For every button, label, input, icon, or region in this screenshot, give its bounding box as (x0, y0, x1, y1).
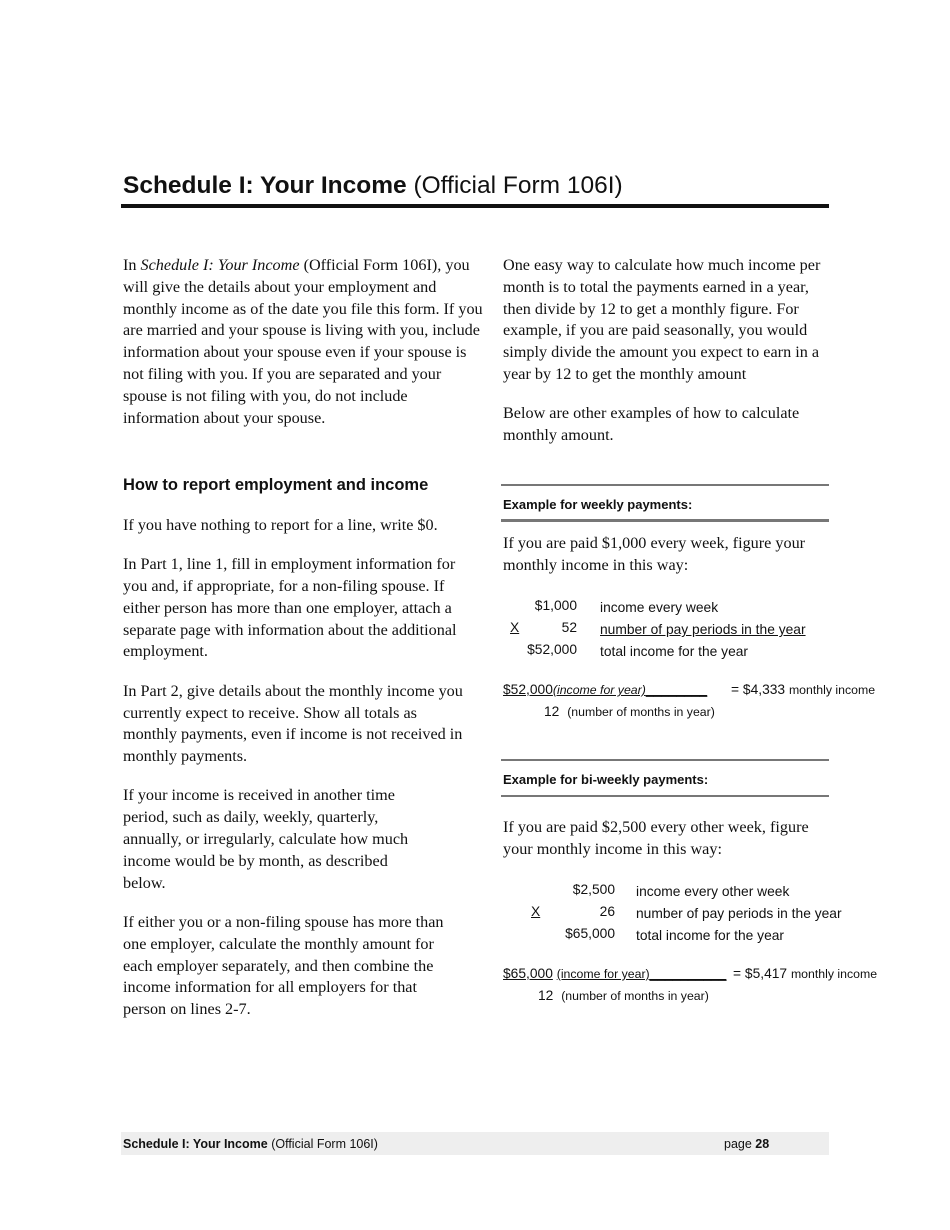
footer-form-number: (Official Form 106I) (271, 1137, 378, 1151)
biweekly-result-label: monthly income (790, 967, 878, 981)
instruction-p4: If your income is received in another time period, such as daily, weekly, quarterly, annually, or irregularly, calculate how much income would be by month, as described below. (123, 786, 409, 892)
biweekly-denominator (538, 988, 709, 1003)
title-rule (121, 204, 829, 208)
biweekly-result (733, 966, 877, 981)
biweekly-heading: Example for bi-weekly payments: (503, 772, 709, 787)
weekly-r2-label: number of pay periods in the year (600, 622, 806, 637)
footer-title (123, 1137, 378, 1151)
intro-paragraph (123, 255, 485, 447)
biweekly-r1-value: $2,500 (572, 882, 615, 897)
weekly-result-label: monthly income (788, 683, 876, 697)
section-heading: How to report employment and income (123, 476, 429, 494)
intro-comma: , (437, 256, 442, 274)
instruction-p5: If either you or a non-filing spouse has more than one employer, calculate the monthly amount for each employer separately, and then combine the income information for all employers for that person on lines 2-7. (123, 912, 444, 1019)
weekly-den-label: (number of months in year) (567, 705, 715, 719)
weekly-num-fill: ________ (645, 682, 708, 697)
weekly-r3-value: $52,000 (527, 642, 577, 657)
title-form-number: (Official Form 106I) (413, 172, 623, 199)
right-p2: Below are other examples of how to calculate monthly amount. (503, 404, 800, 445)
weekly-result (731, 682, 875, 697)
weekly-r2-line (510, 620, 577, 635)
biweekly-top-rule (501, 759, 829, 761)
intro-italic: Schedule I: Your Income (140, 256, 300, 274)
biweekly-r2-label: number of pay periods in the year (636, 906, 842, 921)
page-number-value: 28 (755, 1137, 770, 1151)
weekly-r2-value: 52 (561, 620, 577, 635)
biweekly-r3-label: total income for the year (636, 928, 785, 943)
weekly-r3-label: total income for the year (600, 644, 749, 659)
biweekly-intro: If you are paid $2,500 every other week, figure your monthly income in this way: (503, 818, 809, 858)
weekly-heading: Example for weekly payments: (503, 497, 693, 512)
instructions (123, 515, 463, 1038)
page-title (123, 170, 829, 202)
intro-text-1: In (123, 256, 141, 274)
weekly-multiply: X (510, 620, 520, 635)
page-label: page (724, 1137, 752, 1151)
intro-text-3: you will give the details about your employment and monthly income as of the date you file this form. If you are married and your spouse is living with you, include information about your spouse even if your spouse is not filing with you. If you are separated and your spouse is not filing with you, do not include information about your spouse. (123, 256, 483, 427)
right-intro (503, 255, 838, 464)
instruction-p3: In Part 2, give details about the monthly income you currently expect to receive. Show all totals as monthly payments, even if income is not received in monthly payments. (123, 681, 463, 766)
biweekly-num-label: (income for year) (556, 967, 650, 981)
intro-text-2: (Official Form 106I) (299, 256, 438, 274)
title-bold: Schedule I: Your Income (123, 172, 407, 199)
page-footer (121, 1132, 829, 1155)
right-p1: One easy way to calculate how much income per month is to total the payments earned in a year, then divide by 12 to get a monthly figure. For example, if you are paid seasonally, you would simply divide the amount you expect to earn in a year by 12 to get the monthly amount (503, 256, 821, 383)
weekly-denominator (544, 704, 715, 719)
weekly-den-value: 12 (544, 704, 560, 719)
weekly-numerator (503, 682, 707, 697)
weekly-r1-value: $1,000 (534, 598, 577, 613)
biweekly-r1-label: income every other week (636, 884, 790, 899)
weekly-result-eq: = $4,333 (731, 682, 786, 697)
weekly-r1-label: income every week (600, 600, 719, 615)
biweekly-r2-value: 26 (599, 904, 615, 919)
weekly-num-amount: $52,000 (503, 682, 553, 697)
weekly-top-rule (501, 484, 829, 486)
biweekly-den-label: (number of months in year) (561, 989, 709, 1003)
biweekly-r2-line (531, 904, 615, 919)
biweekly-bottom-rule (501, 795, 829, 797)
biweekly-numerator (503, 966, 726, 981)
weekly-bottom-rule (501, 519, 829, 522)
instruction-p2: In Part 1, line 1, fill in employment information for you and, if appropriate, for a non-filing spouse. If either person has more than one employer, attach a separate page with information about the additional employment. (123, 555, 457, 661)
footer-title-bold: Schedule I: Your Income (123, 1137, 268, 1151)
biweekly-multiply: X (531, 904, 541, 919)
biweekly-num-fill: __________ (649, 966, 727, 981)
biweekly-result-eq: = $5,417 (733, 966, 788, 981)
page-number (724, 1137, 769, 1151)
instruction-p1: If you have nothing to report for a line, write $0. (123, 516, 438, 534)
biweekly-r3-value: $65,000 (565, 926, 615, 941)
biweekly-num-amount: $65,000 (503, 966, 553, 981)
weekly-intro: If you are paid $1,000 every week, figure your monthly income in this way: (503, 534, 806, 574)
biweekly-den-value: 12 (538, 988, 554, 1003)
weekly-num-label: (income for year) (552, 683, 646, 697)
